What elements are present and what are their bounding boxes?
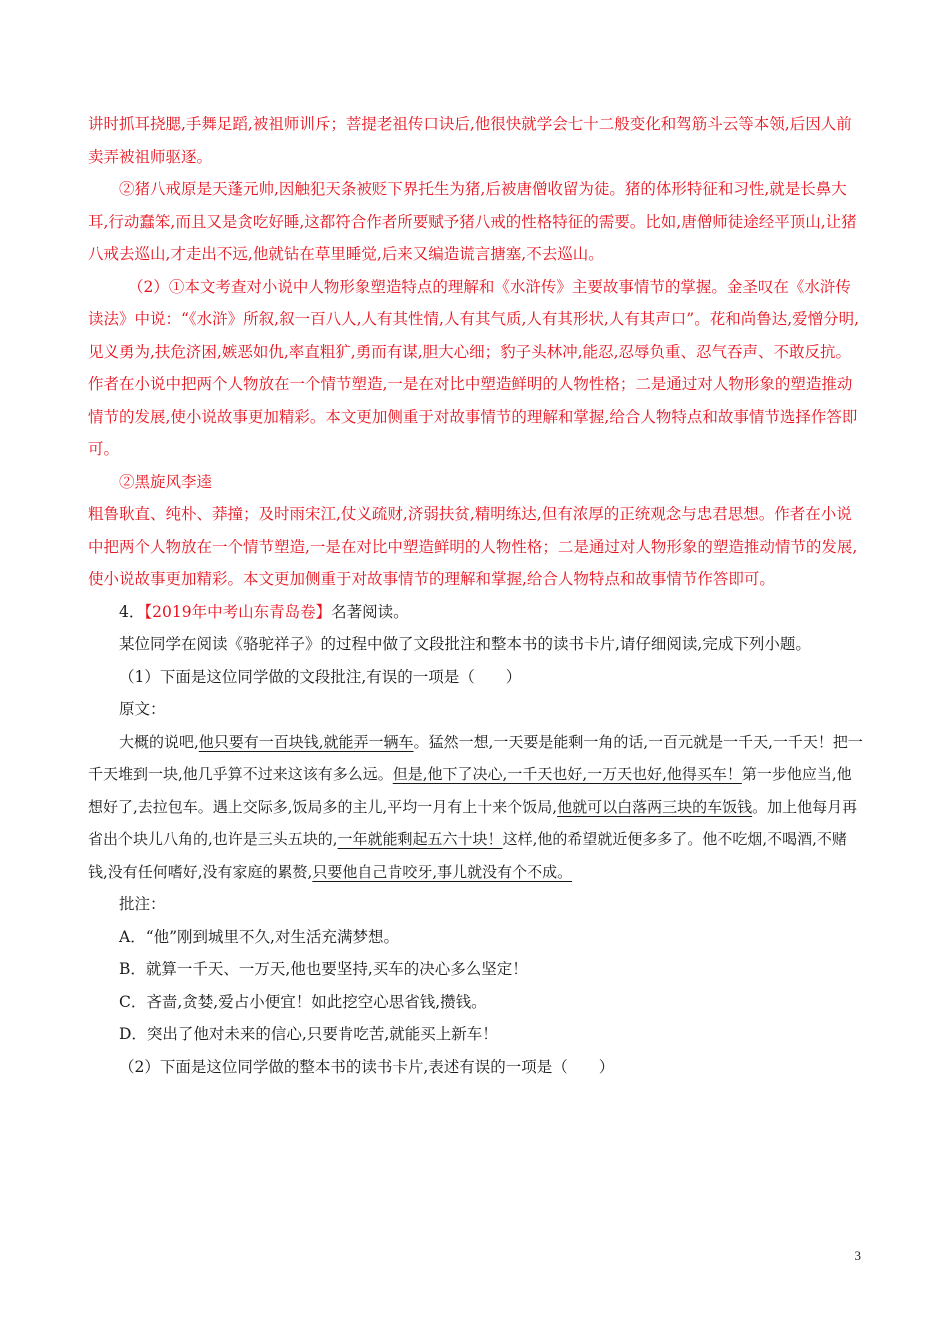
passage-text: 。加上他每月再省出个块儿八角的,也许是三头五块的, bbox=[88, 797, 858, 848]
answer-paragraph-1: 讲时抓耳挠腮,手舞足蹈,被祖师训斥；菩提老祖传口诀后,他很快就学会七十二般变化和驾筋斗云等本领,后因人前卖弄被祖师驱逐。 bbox=[88, 115, 852, 166]
original-label: 原文： bbox=[119, 700, 166, 718]
subquestion-1: （1）下面是这位同学做的文段批注,有误的一项是（ ） bbox=[119, 667, 522, 686]
answer-paragraph-3: （2）①本文考查对小说中人物形象塑造特点的理解和《水浒传》主要故事情节的掌握。金圣叹在《水浒传读法》中说：“《水浒》所叙,叙一百八人,人有其性情,人有其气质,人有其形状,人有其声口”。花和尚鲁达,爱憎分明,见义勇为,扶危济困,嫉恶如仇,率直粗犷,勇而有谋,胆大心细；豹子头林冲,能忍,忍辱负重、忍气吞声、不敢反抗。作者在小说中把两个人物放在一个情节塑造,一是在对比中塑造鲜明的人物性格；二是通过对人物形象的塑造推动情节的发展,使小说故事更加精彩。本文更加侧重于对故事情节的理解和掌握,给合人物特点和故事情节选择作答即可。 bbox=[88, 277, 860, 458]
question-title: 名著阅读。 bbox=[331, 602, 409, 621]
question-4-heading bbox=[88, 596, 864, 629]
question-intro: 某位同学在阅读《骆驼祥子》的过程中做了文段批注和整本书的读书卡片,请仔细阅读,完成下列小题。 bbox=[119, 635, 811, 653]
passage-text: 大概的说吧, bbox=[119, 732, 199, 751]
option-b: B．就算一千天、一万天,他也要坚持,买车的决心多么坚定！ bbox=[119, 960, 528, 978]
option-c: C．吝啬,贪婪,爱占小便宜！如此挖空心思省钱,攒钱。 bbox=[119, 992, 487, 1011]
original-passage bbox=[88, 726, 864, 889]
passage-text: 这样,他的希望就近便多多了。他不吃烟,不喝酒,不赌钱,没有任何嗜好,没有家庭的累赘, bbox=[88, 830, 847, 881]
answer-paragraph-4: ②黑旋风李逵 bbox=[119, 472, 213, 491]
option-d: D．突出了他对未来的信心,只要肯吃苦,就能买上新车！ bbox=[119, 1025, 498, 1043]
page-number: 3 bbox=[854, 1248, 861, 1263]
underlined-phrase: 他就可以白落两三块的车饭钱 bbox=[557, 797, 753, 816]
question-number: 4． bbox=[119, 602, 145, 621]
subquestion-2: （2）下面是这位同学做的整本书的读书卡片,表述有误的一项是（ ） bbox=[119, 1057, 615, 1076]
passage-text: 。猛然一想,一天要是能剩一角的话,一百元就是一千天,一千天！把一千天堆到一块,他几乎算不过来这该有多么远。 bbox=[88, 732, 863, 783]
document-page bbox=[88, 108, 864, 1083]
option-a: A．“他”刚到城里不久,对生活充满梦想。 bbox=[119, 927, 399, 946]
answer-paragraph-2: ②猪八戒原是天蓬元帅,因触犯天条被贬下界托生为猪,后被唐僧收留为徒。猪的体形特征和习性,就是长鼻大耳,行动蠢笨,而且又是贪吃好睡,这都符合作者所要赋予猪八戒的性格特征的需要。比如,唐僧师徒途经平顶山,让猪八戒去巡山,才走出不远,他就钻在草里睡觉,后来又编造谎言搪塞,不去巡山。 bbox=[88, 180, 857, 263]
answer-paragraph-5: 粗鲁耿直、纯朴、莽撞；及时雨宋江,仗义疏财,济弱扶贫,精明练达,但有浓厚的正统观念与忠君思想。作者在小说中把两个人物放在一个情节塑造,一是在对比中塑造鲜明的人物性格；二是通过对人物形象的塑造推动情节的发展,使小说故事更加精彩。本文更加侧重于对故事情节的理解和掌握,给合人物特点和故事情节作答即可。 bbox=[88, 505, 858, 588]
underlined-phrase: 只要他自己肯咬牙,事儿就没有个不成。 bbox=[312, 862, 573, 881]
note-label: 批注： bbox=[119, 895, 166, 913]
underlined-phrase: 但是,他下了决心,一千天也好,一万天也好,他得买车！ bbox=[392, 765, 742, 783]
underlined-phrase: 一年就能剩起五六十块！ bbox=[337, 830, 503, 848]
question-source: 【2019年中考山东青岛卷】 bbox=[144, 602, 332, 621]
underlined-phrase: 他只要有一百块钱,就能弄一辆车 bbox=[198, 732, 414, 751]
passage-text: 第一步他应当,他想好了,去拉包车。遇上交际多,饭局多的主儿,平均一月有上十来个饭局, bbox=[88, 765, 852, 816]
